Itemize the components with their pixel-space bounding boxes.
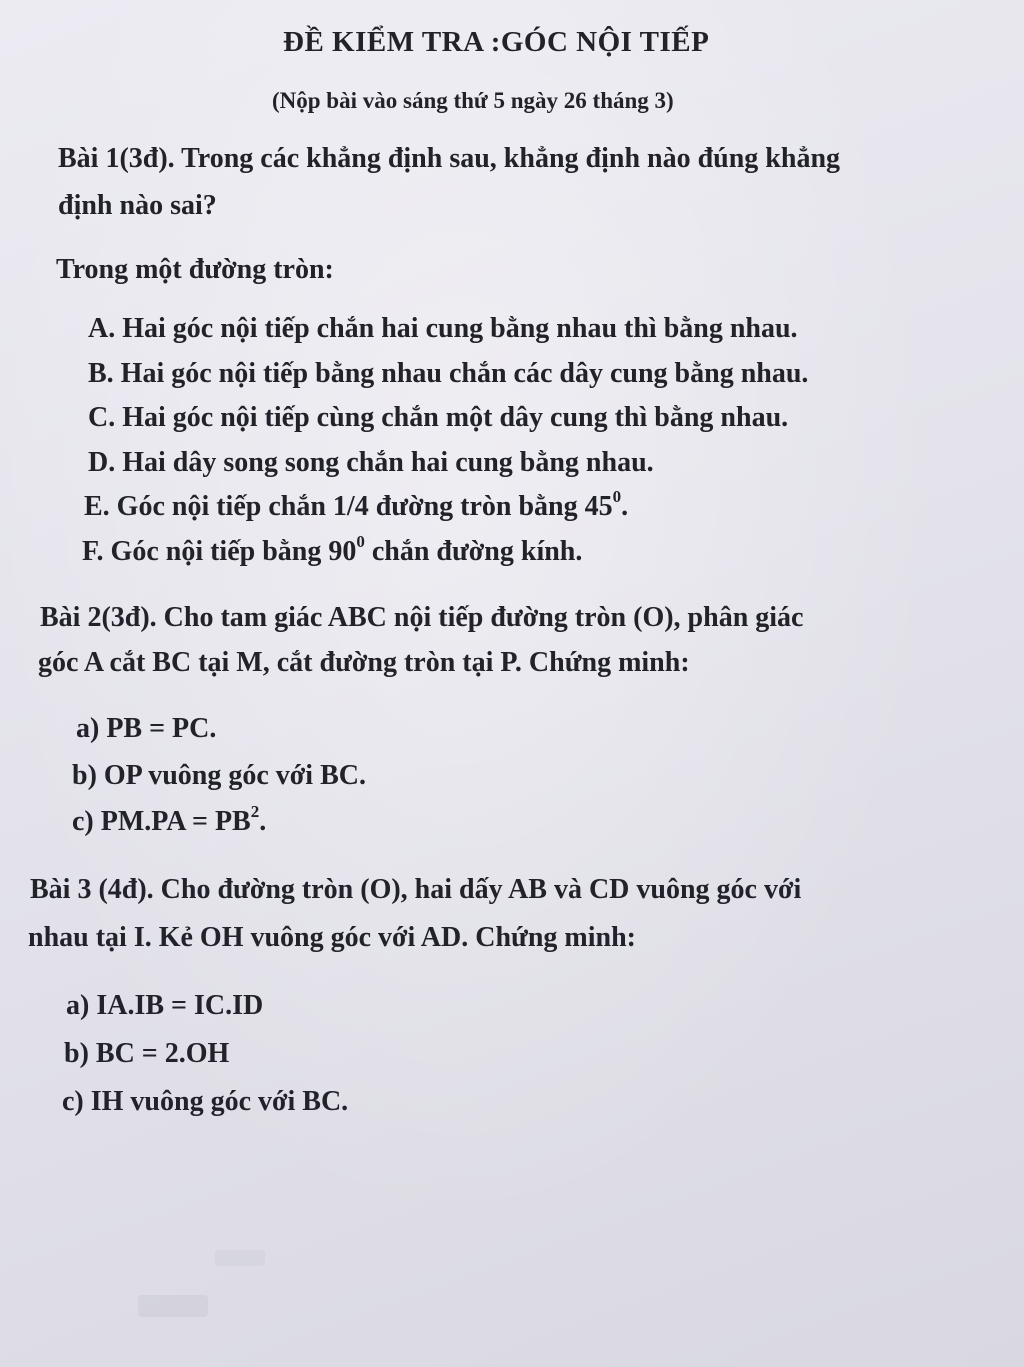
degree-superscript: 0	[356, 532, 365, 551]
bai1-item-e	[84, 487, 629, 523]
bai3-item-b: b) BC = 2.OH	[64, 1038, 230, 1069]
page-subtitle: (Nộp bài vào sáng thứ 5 ngày 26 tháng 3)	[272, 88, 674, 113]
bai2-item-c-end: .	[259, 806, 267, 837]
page-title: ĐỀ KIỂM TRA :GÓC NỘI TIẾP	[283, 26, 710, 58]
bai1-item-e-end: .	[621, 491, 629, 522]
degree-superscript: 0	[612, 487, 622, 506]
square-superscript: 2	[250, 802, 260, 821]
bai3-intro-line1: Bài 3 (4đ). Cho đường tròn (O), hai dấy AB và CD vuông góc với	[30, 874, 802, 905]
bai2-item-a: a) PB = PC.	[76, 713, 217, 744]
bleed-through-shadow	[215, 1250, 265, 1266]
bai2-item-c	[72, 802, 267, 838]
bai2-intro-line1: Bài 2(3đ). Cho tam giác ABC nội tiếp đường tròn (O), phân giác	[40, 602, 804, 633]
bai2-item-c-text: c) PM.PA = PB	[72, 806, 251, 837]
bai2-item-b: b) OP vuông góc với BC.	[72, 760, 366, 791]
bai1-item-a: A. Hai góc nội tiếp chắn hai cung bằng nhau thì bằng nhau.	[88, 313, 798, 344]
bai1-item-f-text: F. Góc nội tiếp bằng 90	[82, 536, 357, 567]
bai1-lead: Trong một đường tròn:	[56, 254, 334, 285]
bai1-item-e-text: E. Góc nội tiếp chắn 1/4 đường tròn bằng 45	[84, 491, 613, 522]
bai3-item-a: a) IA.IB = IC.ID	[66, 990, 264, 1021]
bai3-intro-line2: nhau tại I. Kẻ OH vuông góc với AD. Chứng minh:	[28, 922, 636, 953]
bai1-item-f	[82, 532, 583, 568]
bai1-item-f-end: chắn đường kính.	[364, 536, 583, 567]
bleed-through-shadow	[138, 1295, 208, 1317]
bai1-item-b: B. Hai góc nội tiếp bằng nhau chắn các dây cung bằng nhau.	[88, 358, 809, 389]
bai1-item-c: C. Hai góc nội tiếp cùng chắn một dây cung thì bằng nhau.	[88, 402, 789, 433]
bai1-item-d: D. Hai dây song song chắn hai cung bằng nhau.	[88, 447, 654, 478]
bai1-intro-line2: định nào sai?	[58, 190, 217, 221]
bai1-intro-line1: Bài 1(3đ). Trong các khẳng định sau, khẳng định nào đúng khẳng	[58, 143, 841, 174]
bai2-intro-line2: góc A cắt BC tại M, cắt đường tròn tại P. Chứng minh:	[38, 647, 690, 678]
bai3-item-c: c) IH vuông góc với BC.	[62, 1086, 349, 1117]
